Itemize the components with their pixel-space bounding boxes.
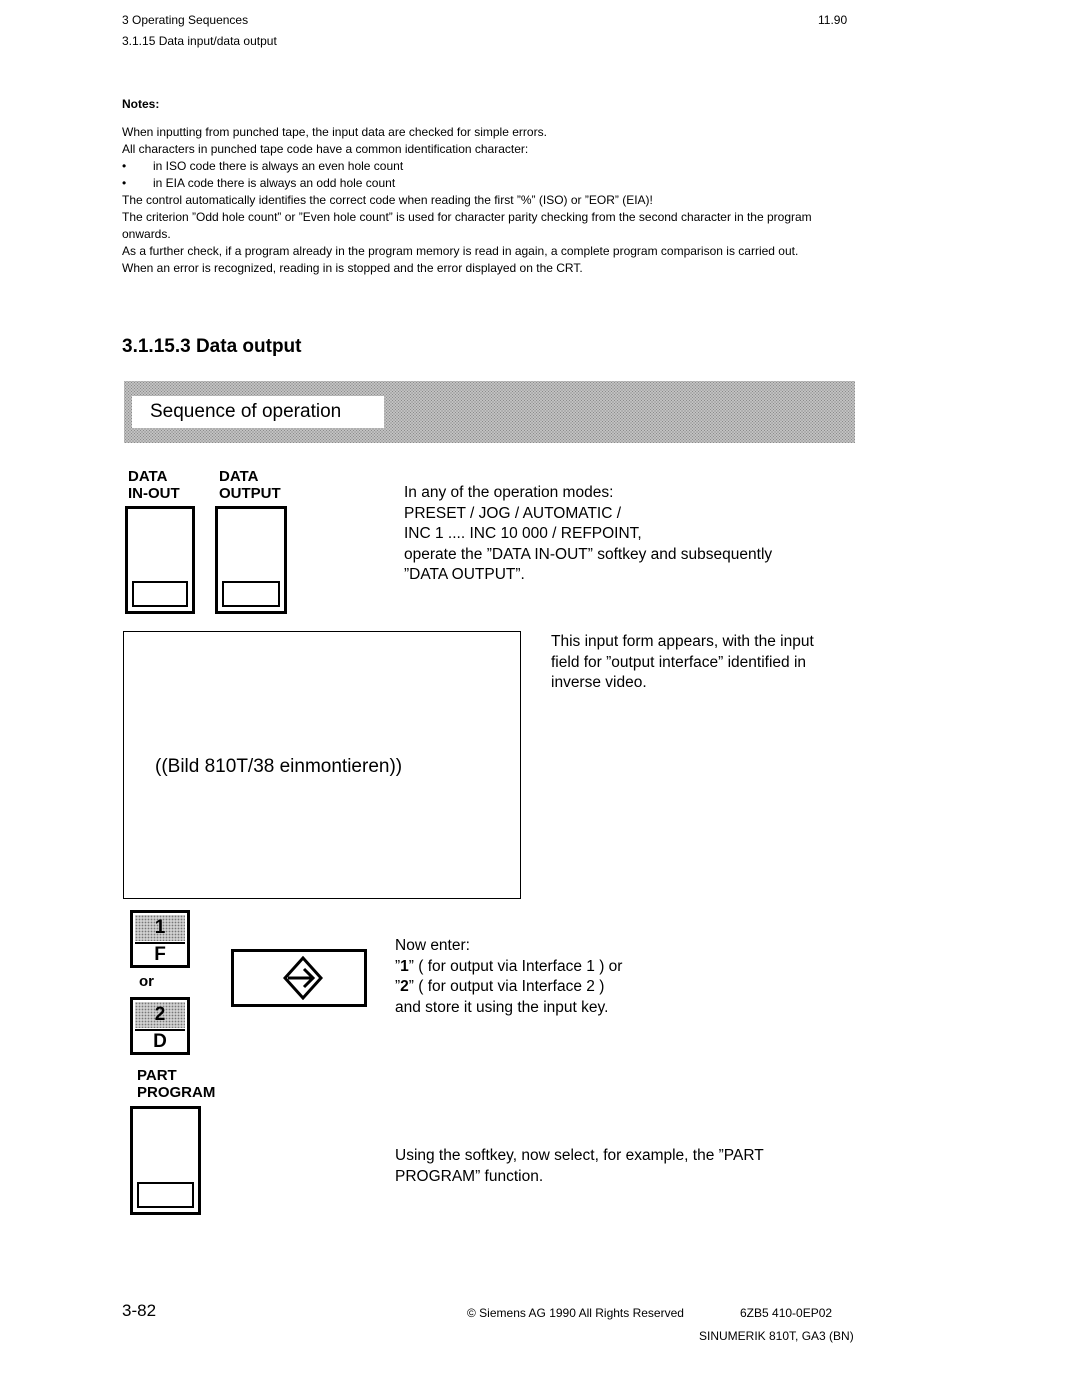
- enter-arrow-icon: [283, 956, 323, 1000]
- page-number: 3-82: [122, 1301, 157, 1320]
- footer-product: SINUMERIK 810T, GA3 (BN): [699, 1329, 854, 1343]
- key-1-f[interactable]: [130, 910, 190, 968]
- part-program-softkey[interactable]: [130, 1106, 201, 1215]
- softkey-button-face: [137, 1182, 194, 1208]
- softkey-label-data-in-out: DATA IN-OUT: [128, 468, 180, 502]
- notes-line: All characters in punched tape code have a common identification character:: [122, 142, 529, 156]
- header-chapter: 3 Operating Sequences: [122, 13, 249, 27]
- header-section: 3.1.15 Data input/data output: [122, 34, 277, 48]
- softkey-label-data-output: DATA OUTPUT: [219, 468, 281, 502]
- sequence-label: Sequence of operation: [132, 396, 384, 428]
- footer-copyright: © Siemens AG 1990 All Rights Reserved: [467, 1306, 684, 1320]
- key-2-label: 2: [135, 1002, 185, 1028]
- softkey-label-part-program: PART PROGRAM: [137, 1067, 216, 1101]
- screen-placeholder-text: ((Bild 810T/38 einmontieren)): [155, 756, 403, 777]
- step3-text: Now enter: ”1” ( for output via Interface 1 ) or ”2” ( for output via Interface 2 ) and store it using the input key.: [395, 937, 623, 1016]
- notes-bullet: • in ISO code there is always an even hole count: [122, 159, 404, 173]
- notes-paragraph: The control automatically identifies the correct code when reading the first ”%” (ISO) or ”EOR” (EIA)!: [122, 193, 653, 207]
- notes-block: [122, 96, 852, 277]
- notes-line: When inputting from punched tape, the input data are checked for simple errors.: [122, 125, 547, 139]
- header-date: 11.90: [818, 13, 848, 27]
- step1-text: In any of the operation modes: PRESET / JOG / AUTOMATIC / INC 1 .... INC 10 000 / REFPOINT, operate the ”DATA IN-OUT” softkey and subsequently ”DATA OUTPUT”.: [404, 484, 773, 583]
- key-d-label: D: [153, 1031, 167, 1052]
- notes-bullet: • in EIA code there is always an odd hole count: [122, 176, 396, 190]
- data-in-out-softkey[interactable]: [125, 506, 195, 614]
- key-f-label: F: [154, 944, 166, 965]
- notes-paragraph: When an error is recognized, reading in is stopped and the error displayed on the CRT.: [122, 261, 583, 275]
- section-title: 3.1.15.3 Data output: [122, 336, 302, 357]
- or-label: or: [139, 973, 154, 990]
- notes-paragraph: As a further check, if a program already in the program memory is read in again, a complete program comparison is carried out.: [122, 244, 799, 258]
- softkey-button-face: [222, 581, 280, 607]
- notes-paragraph: The criterion ”Odd hole count” or ”Even hole count” is used for character parity checking from the second character in the program onwards.: [122, 210, 812, 241]
- step2-text: This input form appears, with the input field for ”output interface” identified in inverse video.: [551, 633, 814, 691]
- footer-order-number: 6ZB5 410-0EP02: [740, 1306, 833, 1320]
- data-output-softkey[interactable]: [215, 506, 287, 614]
- input-key[interactable]: [231, 949, 367, 1007]
- key-1-label: 1: [135, 915, 185, 941]
- screen-image-placeholder: [123, 631, 521, 899]
- notes-title: Notes:: [122, 97, 160, 111]
- softkey-button-face: [132, 581, 188, 607]
- step4-text: Using the softkey, now select, for example, the ”PART PROGRAM” function.: [395, 1147, 764, 1185]
- key-2-d[interactable]: [130, 997, 190, 1055]
